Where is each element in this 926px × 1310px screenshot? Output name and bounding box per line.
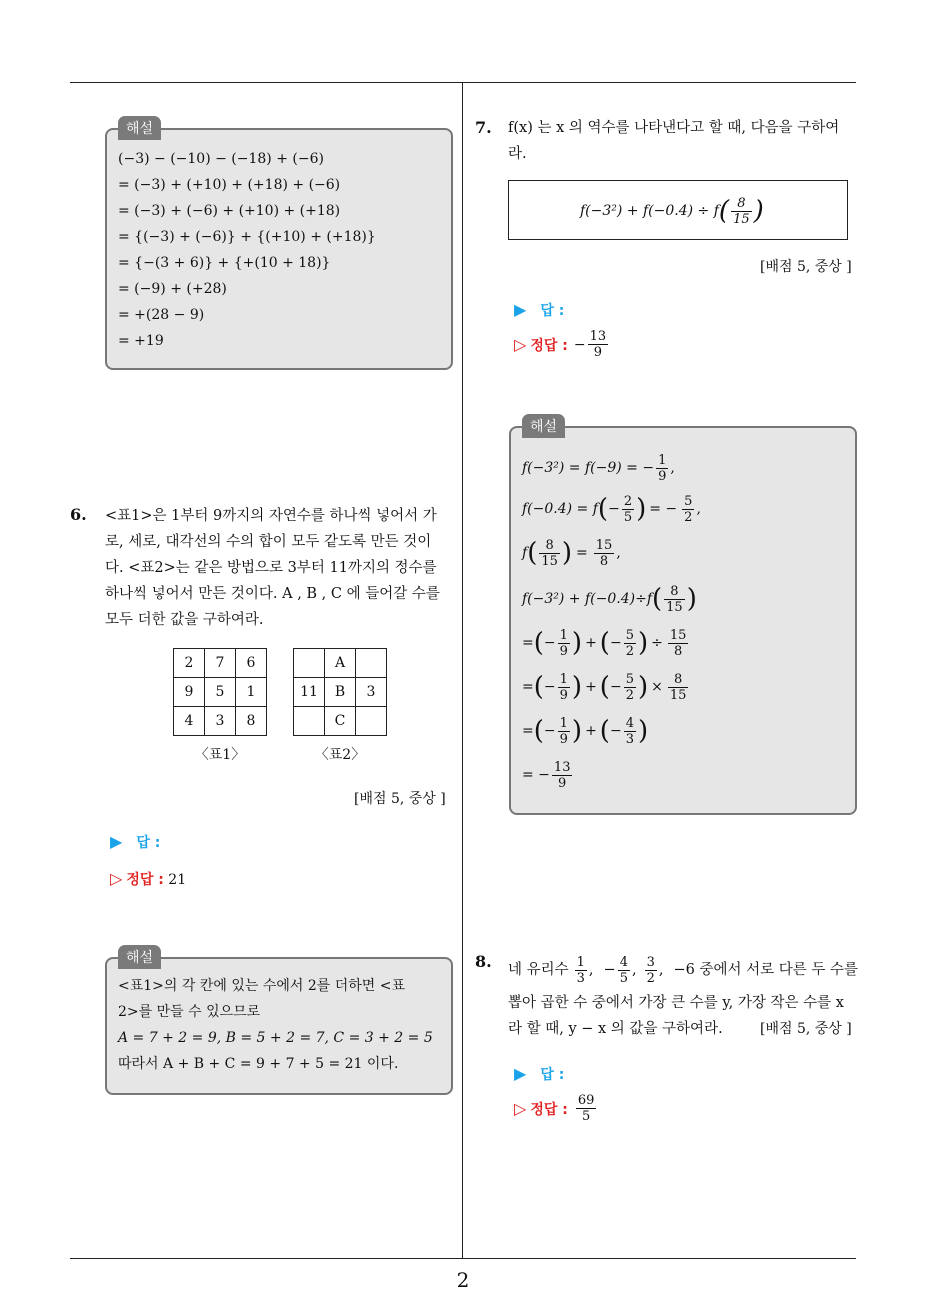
denominator: 2 [646, 970, 655, 986]
op: + [585, 635, 597, 651]
fraction [668, 629, 689, 658]
numerator: 8 [539, 539, 560, 554]
denominator: 5 [623, 509, 633, 525]
paren: ( [652, 584, 663, 614]
denominator: 3 [576, 970, 585, 986]
numerator: 3 [646, 954, 655, 970]
numerator: 15 [669, 627, 687, 643]
paren: ) [571, 672, 583, 702]
play-icon: ▶ [514, 300, 527, 319]
table-cell: C [325, 707, 356, 736]
numerator: 13 [589, 329, 607, 344]
q7-sol-line-5 [522, 622, 690, 664]
fraction [618, 956, 630, 985]
comma: , [616, 545, 621, 561]
top-rule [70, 82, 856, 83]
q7-expression [580, 188, 764, 234]
fraction [558, 717, 570, 746]
expr: f(−3²) + f(−0.4)÷f [522, 591, 652, 607]
q6-correct-value: 21 [168, 872, 187, 888]
numerator: 5 [625, 671, 634, 687]
denominator: 2 [684, 509, 693, 525]
paren: ( [599, 672, 610, 702]
q6-correct-row [110, 869, 186, 889]
q6-answer-row [110, 832, 160, 852]
paren: ( [599, 628, 610, 658]
numerator: 1 [658, 452, 667, 468]
table-cell: 5 [205, 678, 236, 707]
q7-sol-line-8 [522, 754, 574, 796]
paren: ( [533, 628, 544, 658]
denominator: 15 [541, 553, 558, 569]
table-2-caption: 〈표2〉 [314, 747, 366, 763]
table-1-caption: 〈표1〉 [194, 747, 246, 763]
denominator: 9 [593, 345, 602, 360]
fraction [594, 539, 615, 568]
sign: − [609, 635, 622, 651]
solution-tab: 해설 [118, 945, 161, 969]
expr: f [522, 545, 528, 561]
numerator: 5 [684, 493, 693, 509]
question-6-number: 6. [70, 505, 87, 524]
paren: ) [571, 628, 583, 658]
q6-solution-lines [118, 973, 443, 1077]
table-cell: 3 [205, 707, 236, 736]
fraction [656, 454, 668, 483]
solution-line: = +(28 − 9) [118, 307, 205, 323]
fraction [552, 761, 573, 790]
numerator: 1 [559, 627, 568, 643]
q8-correct-fraction [576, 1094, 597, 1123]
denominator: 3 [625, 731, 634, 747]
denominator: 15 [733, 211, 750, 227]
q6-line: 다. <표2>는 같은 방법으로 3부터 11까지의 정수를 [105, 560, 437, 576]
denominator: 2 [625, 643, 634, 659]
fraction [575, 956, 587, 985]
fraction [622, 495, 634, 524]
denominator: 9 [559, 687, 568, 703]
outline-triangle-icon: ▷ [514, 1099, 527, 1118]
solution-line: = (−9) + (+28) [118, 281, 227, 297]
solution-line: = (−3) + (−6) + (+10) + (+18) [118, 203, 341, 219]
table-cell [294, 649, 325, 678]
paren: ) [636, 494, 647, 524]
numerator: 1 [559, 715, 568, 731]
table-cell: 3 [356, 678, 387, 707]
numerator: 5 [625, 627, 634, 643]
table-cell: B [325, 678, 356, 707]
paren: ) [753, 196, 764, 226]
q6-score: [배점 5, 중상 ] [354, 791, 446, 807]
q7-correct-fraction [588, 330, 609, 359]
q7-sol-line-6 [522, 666, 690, 708]
eq: = [576, 545, 588, 561]
sign: − [608, 501, 620, 517]
paren: ) [637, 628, 649, 658]
paren: ( [718, 196, 730, 226]
eq: = − [649, 501, 678, 517]
paren: ) [637, 716, 649, 746]
table-2 [293, 648, 387, 736]
q7-answer-row [514, 300, 564, 320]
sign: − [543, 723, 556, 739]
denominator: 9 [559, 643, 568, 659]
paren: ( [533, 672, 544, 702]
solution-tab: 해설 [118, 116, 161, 140]
q7-line: f(x) 는 x 의 역수를 나타낸다고 할 때, 다음을 구하여 [508, 120, 840, 136]
table-cell: 11 [294, 678, 325, 707]
table-cell [356, 649, 387, 678]
table-cell: 1 [236, 678, 267, 707]
denominator: 5 [581, 1109, 591, 1124]
q7-sol-line-7 [522, 710, 648, 752]
numerator: 8 [668, 673, 689, 688]
comma: , [696, 501, 701, 517]
paren: ) [561, 538, 573, 568]
paren: ( [527, 538, 538, 568]
question-6-text [105, 503, 455, 633]
sign: − [609, 679, 622, 695]
fraction [539, 539, 560, 568]
q7-sol-line-1 [522, 448, 675, 488]
bottom-rule [70, 1258, 856, 1259]
q8-line: 뽑아 곱한 수 중에서 가장 큰 수를 y, 가장 작은 수를 x [508, 995, 844, 1011]
denominator: 5 [619, 970, 628, 986]
fraction [668, 673, 689, 702]
sign: − [609, 723, 622, 739]
denominator: 9 [558, 775, 567, 791]
denominator: 2 [625, 687, 634, 703]
table-cell: 7 [205, 649, 236, 678]
solution-line: (−3) − (−10) − (−18) + (−6) [118, 151, 324, 167]
denominator: 9 [658, 468, 667, 484]
fraction [624, 673, 636, 702]
correct-label: 정답 : [530, 337, 568, 354]
play-icon: ▶ [110, 832, 123, 851]
denominator: 8 [673, 643, 683, 659]
table-cell [356, 707, 387, 736]
op: ÷ [651, 635, 663, 651]
q6-line: 하나씩 넣어서 만든 것이다. A , B , C 에 들어갈 수를 [105, 586, 440, 602]
eq: = − [522, 767, 550, 783]
numerator: 8 [731, 197, 752, 212]
solution-tab: 해설 [522, 414, 565, 438]
q6-line: <표1>은 1부터 9까지의 자연수를 하나씩 넣어서 가 [105, 508, 437, 524]
numerator: 1 [576, 954, 585, 970]
outline-triangle-icon: ▷ [514, 335, 527, 354]
q7-correct-row [514, 330, 610, 359]
paren: ) [571, 716, 583, 746]
table-1 [173, 648, 267, 736]
table-cell: 2 [174, 649, 205, 678]
paren: ) [637, 672, 649, 702]
q8-score: [배점 5, 중상 ] [760, 1021, 852, 1037]
q8-text: 네 유리수 [508, 962, 569, 978]
answer-label: 답 : [540, 303, 565, 319]
paren: ) [686, 584, 697, 614]
q8-answer-row [514, 1064, 564, 1084]
correct-label: 정답 : [530, 1101, 568, 1118]
op: + [585, 723, 597, 739]
q7-sol-line-3 [522, 532, 621, 574]
column-divider [462, 83, 463, 1259]
denominator: 9 [559, 731, 568, 747]
numerator: 4 [619, 954, 628, 970]
numerator: 1 [559, 671, 568, 687]
expr-prefix: f(−3²) + f(−0.4) ÷ f [580, 203, 719, 219]
q8-text: −6 중에서 서로 다른 두 수를 [673, 962, 858, 978]
numerator: 69 [577, 1093, 595, 1108]
numerator: 15 [595, 537, 613, 553]
sign: − [573, 336, 586, 353]
question-7-number: 7. [475, 118, 492, 137]
fraction [664, 585, 685, 614]
q7-score: [배점 5, 중상 ] [760, 259, 852, 275]
table-cell [294, 707, 325, 736]
correct-label: 정답 : [126, 872, 164, 888]
expr: f(−0.4) = f [522, 501, 598, 517]
fraction [558, 673, 570, 702]
comma: , [631, 962, 637, 978]
sign: − [603, 962, 616, 978]
eq: = [522, 679, 534, 695]
q7-line: 라. [508, 146, 527, 162]
solution-line: = +19 [118, 333, 164, 349]
table-cell: 9 [174, 678, 205, 707]
q7-sol-line-2 [522, 488, 701, 530]
solution-line: A = 7 + 2 = 9, B = 5 + 2 = 7, C = 3 + 2 = 5 [118, 1030, 433, 1046]
denominator: 8 [599, 553, 609, 569]
comma: , [670, 460, 675, 476]
solution-line: 따라서 A + B + C = 9 + 7 + 5 = 21 이다. [118, 1056, 399, 1072]
eq: = [522, 635, 534, 651]
table-cell: A [325, 649, 356, 678]
sign: − [543, 679, 556, 695]
table-cell: 6 [236, 649, 267, 678]
sign: − [543, 635, 556, 651]
numerator: 2 [623, 493, 633, 509]
answer-label: 답 : [540, 1067, 565, 1083]
op: + [585, 679, 597, 695]
solution-line: = {−(3 + 6)} + {+(10 + 18)} [118, 255, 331, 271]
numerator: 13 [553, 759, 571, 775]
outline-triangle-icon: ▷ [110, 869, 123, 888]
paren: ( [597, 494, 609, 524]
numerator: 4 [625, 715, 634, 731]
left-solution-lines [118, 146, 376, 354]
fraction [624, 717, 636, 746]
numerator: 8 [664, 585, 685, 600]
expr: f(−3²) = f(−9) = − [522, 460, 655, 476]
fraction [645, 956, 657, 985]
solution-line: 2>를 만들 수 있으므로 [118, 1004, 261, 1020]
solution-line: = (−3) + (+10) + (+18) + (−6) [118, 177, 341, 193]
q7-sol-line-4 [522, 578, 697, 620]
denominator: 15 [669, 687, 687, 703]
fraction [624, 629, 636, 658]
q6-line: 모두 더한 값을 구하여라. [105, 612, 264, 628]
comma: , [658, 962, 664, 978]
table-cell: 4 [174, 707, 205, 736]
eq: = [522, 723, 534, 739]
fraction [558, 629, 570, 658]
page-number: 2 [456, 1268, 470, 1292]
question-8-number: 8. [475, 952, 492, 971]
solution-line: <표1>의 각 칸에 있는 수에서 2를 더하면 <표 [118, 978, 406, 994]
q8-line-1 [508, 950, 858, 990]
table-cell: 8 [236, 707, 267, 736]
op: × [651, 679, 663, 695]
q8-correct-row [514, 1094, 598, 1123]
paren: ( [599, 716, 610, 746]
paren: ( [533, 716, 544, 746]
q6-line: 로, 세로, 대각선의 수의 합이 모두 같도록 만든 것이 [105, 534, 432, 550]
comma: , [588, 962, 594, 978]
question-7-text [508, 115, 858, 167]
fraction [731, 197, 752, 226]
fraction [682, 495, 694, 524]
play-icon: ▶ [514, 1064, 527, 1083]
answer-label: 답 : [136, 835, 161, 851]
solution-line: = {(−3) + (−6)} + {(+10) + (+18)} [118, 229, 376, 245]
denominator: 15 [666, 599, 683, 615]
q8-line: 라 할 때, y − x 의 값을 구하여라. [508, 1021, 723, 1037]
